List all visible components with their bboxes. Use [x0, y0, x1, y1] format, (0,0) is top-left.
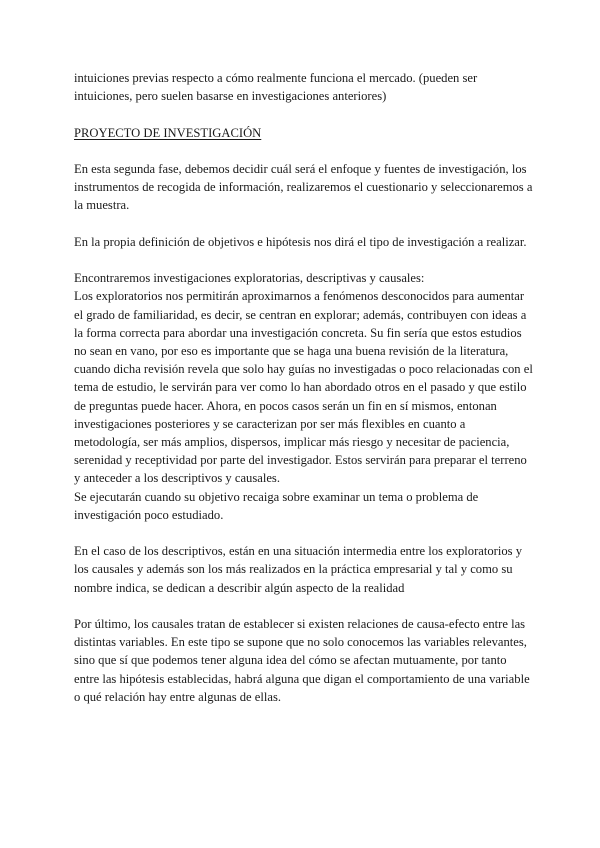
spacer: [74, 215, 534, 233]
paragraph-descriptivos: En el caso de los descriptivos, están en una situación intermedia entre los exploratorios y los causales y además son los más realizados en la práctica empresarial y tal y como su nombre indica, se dedican a describir algún aspecto de la realidad: [74, 544, 523, 595]
document-page: [74, 69, 534, 706]
spacer: [74, 142, 534, 160]
paragraph-causales: Por último, los causales tratan de establecer si existen relaciones de causa-efecto entre las distintas variables. En este tipo se supone que no solo conocemos las variables relevantes, sino que sí que podemos tener alguna idea del cómo se afectan mutuamente, por tanto entre las hipótesis establecidas, habrá alguna que digan el comportamiento de una variable o qué relación hay entre algunas de ellas.: [74, 617, 530, 704]
paragraph-ejecutaran: Se ejecutarán cuando su objetivo recaiga sobre examinar un tema o problema de investigación poco estudiado.: [74, 489, 479, 522]
section-heading: PROYECTO DE INVESTIGACIÓN: [74, 125, 262, 140]
paragraph-tipos: Encontraremos investigaciones exploratorias, descriptivas y causales:: [74, 271, 425, 286]
spacer: [74, 597, 534, 615]
paragraph-objetivos: En la propia definición de objetivos e hipótesis nos dirá el tipo de investigación a realizar.: [74, 234, 527, 249]
paragraph-exploratorios: Los exploratorios nos permitirán aproximarnos a fenómenos desconocidos para aumentar el grado de familiaridad, es decir, se centran en explorar; además, contribuyen con ideas a la forma correcta para abordar una investigación concreta. Su fin sería que estos estudios no sean en vano, por eso es importante que se haga una buena revisión de la literatura, cuando dicha revisión revela que solo hay guías no investigadas o poco relacionadas con el tema de estudio, le servirán para ver como lo han abordado otros en el pasado y que estilo de preguntas puede hacer. Ahora, en pocos casos serán un fin en sí mismos, entonan investigaciones posteriores y se caracterizan por ser más flexibles en cuanto a metodología, ser más amplios, dispersos, implicar más riesgo y necesitar de paciencia, serenidad y receptividad por parte del investigador. Estos servirán para preparar el terreno y anteceder a los descriptivos y causales.: [74, 289, 533, 486]
paragraph-fase: En esta segunda fase, debemos decidir cuál será el enfoque y fuentes de investigación, los instrumentos de recogida de información, realizaremos el cuestionario y seleccionaremos a la muestra.: [74, 161, 533, 213]
intro-paragraph: intuiciones previas respecto a cómo realmente funciona el mercado. (pueden ser intuiciones, pero suelen basarse en investigaciones anteriores): [74, 71, 478, 104]
spacer: [74, 251, 534, 269]
spacer: [74, 524, 534, 542]
spacer: [74, 105, 534, 123]
